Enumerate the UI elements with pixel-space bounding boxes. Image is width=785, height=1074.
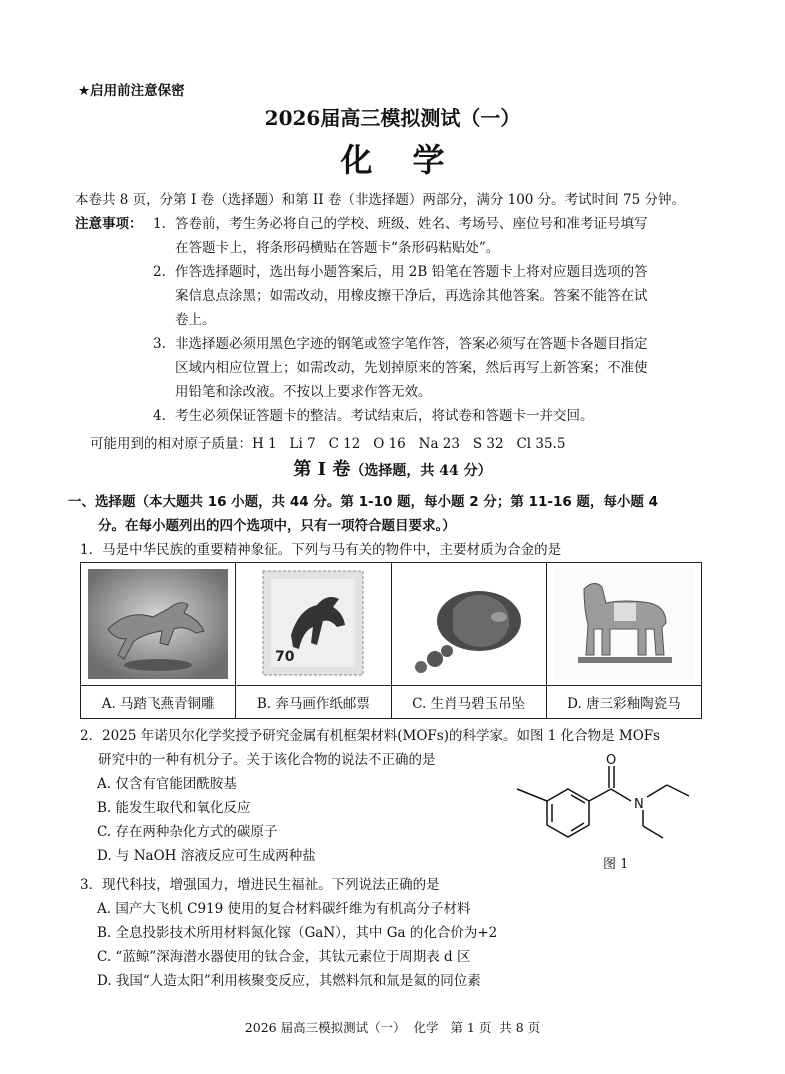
q3-option-a: A. 国产大飞机 C919 使用的复合材料碳纤维为有机高分子材料 — [97, 901, 471, 917]
figure-caption: 图 1 — [603, 857, 629, 872]
notice-2-line-2: 案信息点涂黑；如需改动，用橡皮擦干净后，再选涂其他答案。答案不能答在试 — [175, 288, 648, 304]
notice-3-line-2: 区域内相应位置上；如需改动，先划掉原来的答案，然后再写上新答案；不准使 — [175, 360, 648, 376]
q1-image-a-cell — [81, 563, 236, 686]
notice-num-4: 4. — [153, 408, 166, 424]
q1-image-b-cell — [236, 563, 391, 686]
choice-heading-line-2: 分。在每小题列出的四个选项中，只有一项符合题目要求。） — [98, 518, 456, 534]
q2-option-a: A. 仅含有官能团酰胺基 — [97, 776, 237, 792]
notice-3-line-3: 用铅笔和涂改液。不按以上要求作答无效。 — [175, 384, 432, 400]
notice-num-1: 1. — [153, 216, 166, 232]
exam-intro: 本卷共 8 页，分第 I 卷（选择题）和第 II 卷（非选择题）两部分，满分 100 分。考试时间 75 分钟。 — [75, 192, 685, 208]
notice-label: 注意事项： — [75, 216, 143, 232]
q3-stem: 3．现代科技，增强国力，增进民生福祉。下列说法正确的是 — [80, 877, 440, 893]
q1-option-d: D. 唐三彩釉陶瓷马 — [546, 686, 701, 719]
atom-oxygen-label: O — [606, 753, 617, 768]
exam-title: 2026届高三模拟测试（一） — [264, 106, 521, 130]
q3-option-d: D. 我国“人造太阳”利用核聚变反应，其燃料氘和氚是氦的同位素 — [97, 973, 481, 989]
subject-title: 化学 — [340, 141, 485, 179]
atom-nitrogen-label: N — [634, 797, 644, 812]
section-heading — [0, 455, 785, 481]
bronze-horse-image — [88, 569, 228, 679]
notice-num-3: 3. — [153, 336, 166, 352]
choice-heading-line-1: 一、选择题（本大题共 16 小题，共 44 分。第 1-10 题，每小题 2 分；第 11-16 题，每小题 4 — [68, 494, 659, 510]
q2-stem-line-2: 研究中的一种有机分子。关于该化合物的说法不正确的是 — [98, 752, 436, 768]
q2-option-d: D. 与 NaOH 溶液反应可生成两种盐 — [97, 848, 316, 864]
q1-image-c-cell — [391, 563, 546, 686]
notice-3-line-1: 非选择题必须用黑色字迹的钢笔或签字笔作答，答案必须写在答题卡各题目指定 — [175, 336, 648, 352]
atomic-masses: 可能用到的相对原子质量：H 1 Li 7 C 12 O 16 Na 23 S 32 Cl 35.5 — [90, 436, 566, 452]
q2-option-c: C. 存在两种杂化方式的碳原子 — [97, 824, 278, 840]
stamp-value: 70 — [275, 649, 295, 665]
section-subtitle: （选择题，共 44 分） — [350, 463, 492, 479]
q1-stem: 1．马是中华民族的重要精神象征。下列与马有关的物件中，主要材质为合金的是 — [80, 542, 562, 558]
q3-option-c: C. “蓝鲸”深海潜水器使用的钛合金，其钛元素位于周期表 d 区 — [97, 949, 471, 965]
jade-pendant-image — [399, 569, 539, 679]
notice-1-line-1: 答卷前，考生务必将自己的学校、班级、姓名、考场号、座位号和准考证号填写 — [175, 216, 648, 232]
section-title: 第 I 卷 — [293, 459, 351, 480]
q1-option-c: C. 生肖马碧玉吊坠 — [391, 686, 546, 719]
notice-2-line-3: 卷上。 — [175, 312, 216, 328]
q1-option-table — [80, 562, 702, 719]
molecule-structure-figure — [505, 752, 705, 848]
notice-4-line-1: 考生必须保证答题卡的整洁。考试结束后，将试卷和答题卡一并交回。 — [175, 408, 594, 424]
notice-1-line-2: 在答题卡上，将条形码横贴在答题卡“条形码粘贴处”。 — [175, 240, 500, 256]
page-footer: 2026 届高三模拟测试（一） 化学 第 1 页 共 8 页 — [244, 1020, 541, 1035]
notice-2-line-1: 作答选择题时，选出每小题答案后，用 2B 铅笔在答题卡上将对应题目选项的答 — [175, 264, 648, 280]
q2-stem-line-1: 2．2025 年诺贝尔化学奖授予研究金属有机框架材料(MOFs)的科学家。如图 1 化合物是 MOFs — [80, 728, 661, 744]
q1-option-a: A. 马踏飞燕青铜雕 — [81, 686, 236, 719]
q3-option-b: B. 全息投影技术所用材料氮化镓（GaN），其中 Ga 的化合价为+2 — [97, 925, 498, 941]
q1-option-b: B. 奔马画作纸邮票 — [236, 686, 391, 719]
q2-option-b: B. 能发生取代和氧化反应 — [97, 800, 251, 816]
notice-num-2: 2. — [153, 264, 166, 280]
tang-sancai-horse-image — [554, 569, 694, 679]
confidential-mark: ★启用前注意保密 — [78, 83, 185, 99]
q1-image-d-cell — [546, 563, 701, 686]
horse-stamp-image — [243, 569, 383, 679]
